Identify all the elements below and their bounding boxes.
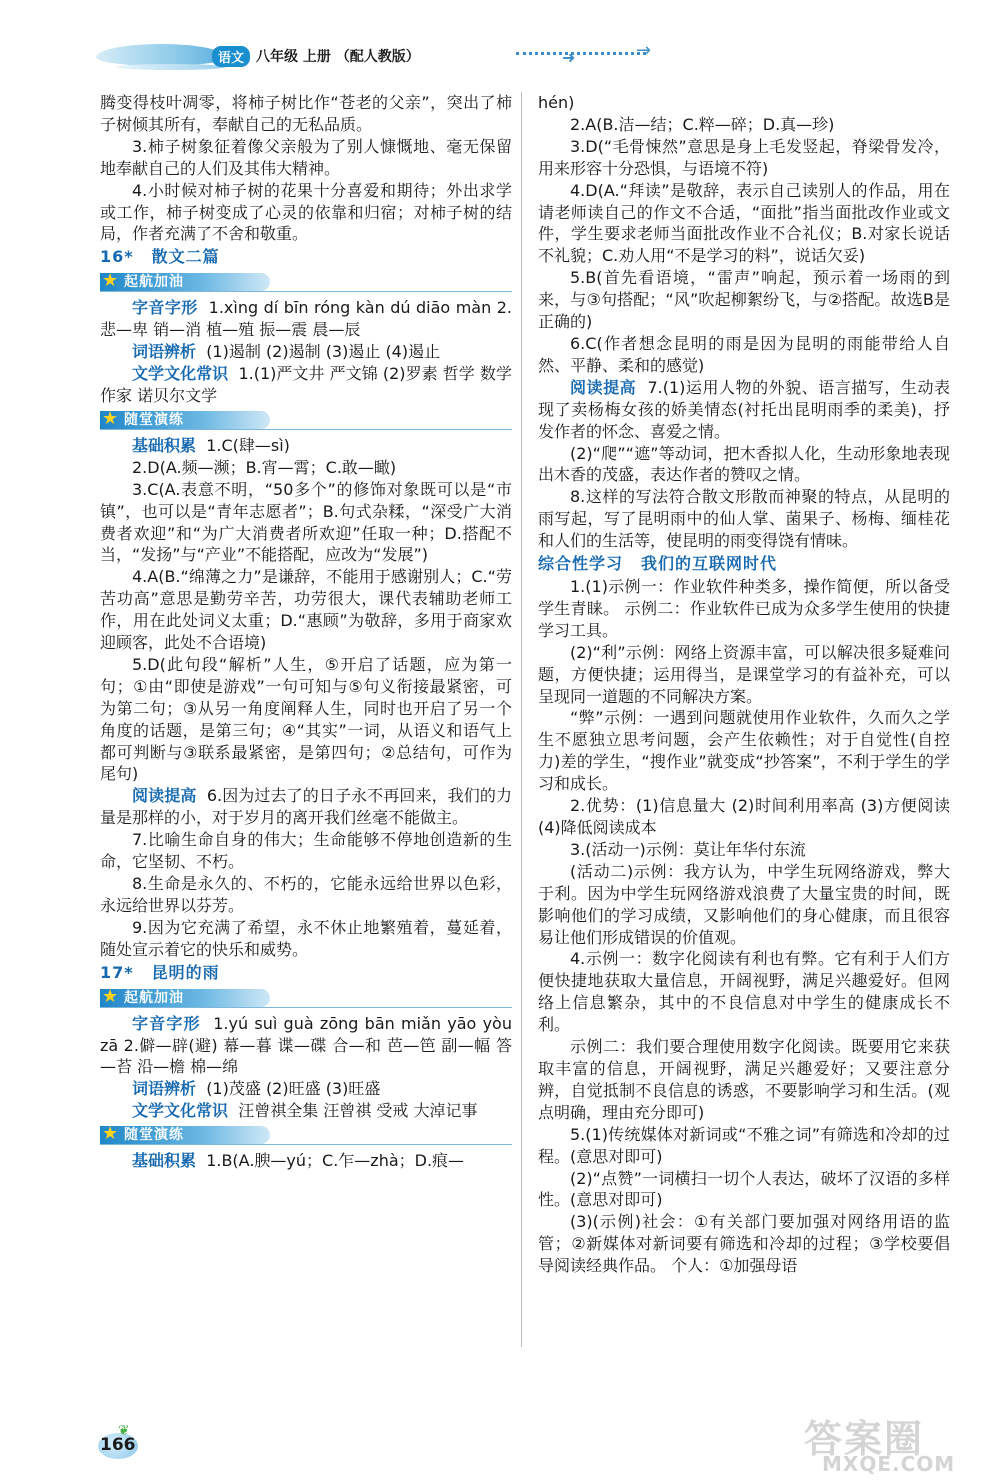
paragraph: 4.A(B.“绵薄之力”是谦辞，不能用于感谢别人；C.“劳苦功高”意思是勤劳辛苦，功劳很大，课代表辅助老师工作，用在此处词义太重；D.“惠顾”为敬辞，多用于商家欢迎顾客，此处不合语境) xyxy=(100,567,512,653)
left-column xyxy=(100,92,512,1172)
paragraph xyxy=(100,363,512,407)
paragraph-text: 汪曾祺全集 汪曾祺 受戒 大淖记事 xyxy=(238,1101,478,1121)
section-bar-label: 起航加油 xyxy=(124,989,184,1006)
paragraph: 7.比喻生命自身的伟大；生命能够不停地创造新的生命，它坚韧、不朽。 xyxy=(100,830,512,872)
keyword-label: 基础积累 xyxy=(132,1151,197,1171)
right-column xyxy=(538,92,950,1277)
paragraph: 3.D(“毛骨悚然”意思是身上毛发竖起，脊梁骨发冷，用来形容十分恐惧，与语境不符) xyxy=(538,136,950,178)
section-name: 综合性学习 xyxy=(538,554,624,574)
paragraph: (3)(示例)社会：①有关部门要加强对网络用语的监管；②新媒体对新词要有筛选和冷却的过程；③学校要倡导阅读经典作品。 个人：①加强母语 xyxy=(538,1212,950,1276)
unit-number: 17* xyxy=(100,962,134,982)
paragraph-text: 1.xìng dí bīn róng kàn dú diāo màn 2.悲—卑 销—消 植—殖 振—震 晨—辰 xyxy=(100,298,512,340)
keyword-label: 阅读提高 xyxy=(132,786,197,806)
section-bar xyxy=(100,409,512,431)
paragraph-text: (1)遏制 (2)遏制 (3)遏止 (4)遏止 xyxy=(206,342,441,362)
paragraph: 示例二：我们要合理使用数字化阅读。既要用它来获取丰富的信息，开阔视野，满足兴趣爱好；又要注意分辨，自觉抵制不良信息的诱惑，不要影响学习和生活。(观点明确，理由充分即可) xyxy=(538,1037,950,1122)
paragraph: 4.D(A.“拜读”是敬辞，表示自己读别人的作品，用在请老师读自己的作文不合适，“面批”指当面批改作业或文件，学生要求老师当面批改作业不合礼仪；B.对家长说话不礼貌；C.劝人用“不是学习的料”，说话欠妥) xyxy=(538,180,950,266)
keyword-label: 文学文化常识 xyxy=(132,364,229,384)
paragraph: 1.(1)示例一：作业软件种类多，操作简便，所以备受学生青睐。 示例二：作业软件已成为众多学生使用的快捷学习工具。 xyxy=(538,577,950,640)
section-bar xyxy=(100,271,512,293)
keyword-label: 基础积累 xyxy=(132,435,197,455)
header-dotted-line xyxy=(516,52,646,55)
section-bar-label: 随堂演练 xyxy=(124,411,184,428)
arrow-icon: ➜ xyxy=(562,48,576,67)
star-icon: ★ xyxy=(102,1123,119,1145)
watermark-logo-text: 答案圈 xyxy=(804,1417,925,1461)
paragraph xyxy=(100,1078,512,1100)
star-icon: ★ xyxy=(102,985,119,1007)
unit-name: 散文二篇 xyxy=(151,247,220,267)
page-number-badge xyxy=(96,1425,146,1461)
paragraph xyxy=(100,341,512,363)
section-bar-label: 随堂演练 xyxy=(124,1127,184,1144)
paragraph xyxy=(100,785,512,829)
paragraph: hén) xyxy=(538,93,575,112)
paragraph-text: 1.C(肆—sì) xyxy=(206,435,290,455)
section-bar-label: 起航加油 xyxy=(124,274,184,291)
paragraph-text: 7.(1)运用人物的外貌、语言描写，生动表现了卖杨梅女孩的娇美情态(衬托出昆明雨季的柔美)，抒发作者的怀念、喜爱之情。 xyxy=(538,377,951,441)
paragraph: 8.这样的写法符合散文形散而神聚的特点，从昆明的雨写起，写了昆明雨中的仙人掌、菌果子、杨梅、缅桂花和人们的生活等，使昆明的雨变得饶有情味。 xyxy=(538,487,950,551)
paragraph-text: 1.B(A.腴—yú；C.乍—zhà；D.痕— xyxy=(206,1151,465,1171)
paragraph: 2.D(A.频—濒；B.宵—霄；C.敢—瞰) xyxy=(132,457,397,477)
star-icon: ★ xyxy=(102,407,119,429)
leaf-icon: ❦ xyxy=(118,1423,130,1439)
paragraph: 9.因为它充满了希望，永不休止地繁殖着，蔓延着，随处宣示着它的快乐和威势。 xyxy=(100,917,512,959)
header-decoration xyxy=(96,44,226,66)
keyword-label: 文学文化常识 xyxy=(132,1101,229,1121)
section-bar xyxy=(100,987,512,1009)
watermark-url: MXQE.COM xyxy=(822,1452,956,1476)
paragraph: 4.小时候对柿子树的花果十分喜爱和期待；外出求学或工作，柿子树变成了心灵的依靠和归宿；对柿子树的结局，作者充满了不舍和敬重。 xyxy=(100,180,512,244)
paragraph: (2)“点赞”一词横扫一切个人表达，破坏了汉语的多样性。(意思对即可) xyxy=(538,1168,950,1210)
paragraph xyxy=(538,377,950,443)
paragraph xyxy=(100,1150,512,1172)
subject-badge: 语文 xyxy=(212,46,250,67)
unit-16-title xyxy=(100,245,512,269)
paragraph: 8.生命是永久的、不朽的，它能永远给世界以色彩，永远给世界以芬芳。 xyxy=(100,874,512,915)
paragraph: (2)“爬”“遮”等动词，把木香拟人化，生动形象地表现出木香的茂盛，表达作者的赞叹之情。 xyxy=(538,443,950,485)
paragraph: 3.C(A.表意不明，“50多个”的修饰对象既可以是“市镇”，也可以是“青年志愿者”；B.句式杂糅，“深受广大消费者欢迎”和“为广大消费者所欢迎”任取一种；D.搭配不当，“发扬”与“产业”不能搭配，应改为“发展”) xyxy=(100,479,512,565)
paragraph-text: 1.(1)严文井 严文锦 (2)罗素 哲学 数学 作家 诺贝尔文学 xyxy=(100,364,512,405)
paragraph: 腾变得枝叶凋零，将柿子树比作“苍老的父亲”，突出了柿子树倾其所有，奉献自己的无私品质。 xyxy=(100,93,512,134)
paragraph: (2)“利”示例：网络上资源丰富，可以解决很多疑难问题，方便快捷；运用得当，是课堂学习的有益补充，可以呈现同一道题的不同解决方案。 xyxy=(538,642,950,706)
paragraph: 5.(1)传统媒体对新词或“不雅之词”有筛选和冷却的过程。(意思对即可) xyxy=(538,1124,950,1166)
paragraph: 5.B(首先看语境，“雷声”响起，预示着一场雨的到来，与③句搭配；“风”吹起柳絮纷飞，与②搭配。故选B是正确的) xyxy=(538,268,950,332)
section-topic: 我们的互联网时代 xyxy=(641,554,778,574)
paragraph-text: 1.yú suì guà zōng bān miǎn yāo yòu zā 2.僻—辟(避) 幕—暮 谍—碟 合—和 芭—笆 副—幅 答—苔 沿—檐 棉—绵 xyxy=(100,1013,512,1077)
paragraph xyxy=(100,1013,512,1079)
unit-name: 昆明的雨 xyxy=(151,962,220,982)
keyword-label: 字音字形 xyxy=(132,298,198,318)
paragraph-text: 6.因为过去了的日子永不再回来，我们的力量是那样的小，对于岁月的离开我们丝毫不能做主。 xyxy=(100,786,512,828)
unit-number: 16* xyxy=(100,247,134,267)
paragraph: 5.D(此句段“解析”人生，⑤开启了话题，应为第一句；①由“即使是游戏”一句可知与⑤句义衔接最紧密，可为第二句；③从另一角度阐释人生，同时也开启了另一个角度的话题，是第三句；④“其实”一词，从语义和语气上都可判断与③联系最紧密，是第四句；②总结句，可作为尾句) xyxy=(100,654,512,784)
paragraph-text: (1)茂盛 (2)旺盛 (3)旺盛 xyxy=(206,1079,381,1099)
paragraph: 2.A(B.洁—结；C.粹—碎；D.真—珍) xyxy=(570,114,835,134)
paragraph: 3.柿子树象征着像父亲般为了别人慷慨地、毫无保留地奉献自己的人们及其伟大精神。 xyxy=(100,136,512,178)
paragraph: 2.优势：(1)信息量大 (2)时间利用率高 (3)方便阅读 (4)降低阅读成本 xyxy=(538,796,950,837)
arrow-right-icon: → xyxy=(636,40,652,61)
keyword-label: 词语辨析 xyxy=(132,342,197,362)
paragraph: 4.示例一：数字化阅读有利也有弊。它有利于人们方便快捷地获取大量信息，开阔视野，满足兴趣爱好。但网络上信息繁杂，其中的不良信息对中学生的健康成长不利。 xyxy=(538,949,950,1035)
keyword-label: 词语辨析 xyxy=(132,1079,197,1099)
paragraph xyxy=(100,1100,512,1122)
paragraph: 6.C(作者想念昆明的雨是因为昆明的雨能带给人自然、平静、柔和的感觉) xyxy=(538,333,950,375)
comprehensive-study-title xyxy=(538,552,950,576)
keyword-label: 字音字形 xyxy=(132,1013,201,1033)
watermark xyxy=(800,1408,990,1478)
unit-17-title xyxy=(100,961,512,985)
paragraph xyxy=(100,435,512,457)
paragraph xyxy=(100,297,512,341)
page-number: 166 xyxy=(100,1435,136,1455)
paragraph: (活动二)示例：我方认为，中学生玩网络游戏，弊大于利。因为中学生玩网络游戏浪费了大量宝贵的时间，既影响他们的学习成绩，又影响他们的身心健康，而且很容易让他们形成错误的价值观。 xyxy=(538,861,950,947)
column-divider xyxy=(521,92,522,1347)
paragraph: 3.(活动一)示例：莫让年华付东流 xyxy=(570,839,806,859)
section-bar xyxy=(100,1124,512,1146)
page-header xyxy=(96,38,656,76)
star-icon: ★ xyxy=(102,270,119,292)
paragraph: “弊”示例：一遇到问题就使用作业软件，久而久之学生不愿独立思考问题，会产生依赖性；对于自觉性(自控力)差的学生，“搜作业”就变成“抄答案”，不利于学生的学习和成长。 xyxy=(538,708,950,794)
keyword-label: 阅读提高 xyxy=(570,377,637,397)
header-decoration-underline xyxy=(116,64,226,70)
book-info: 八年级 上册 （配人教版） xyxy=(256,49,420,65)
